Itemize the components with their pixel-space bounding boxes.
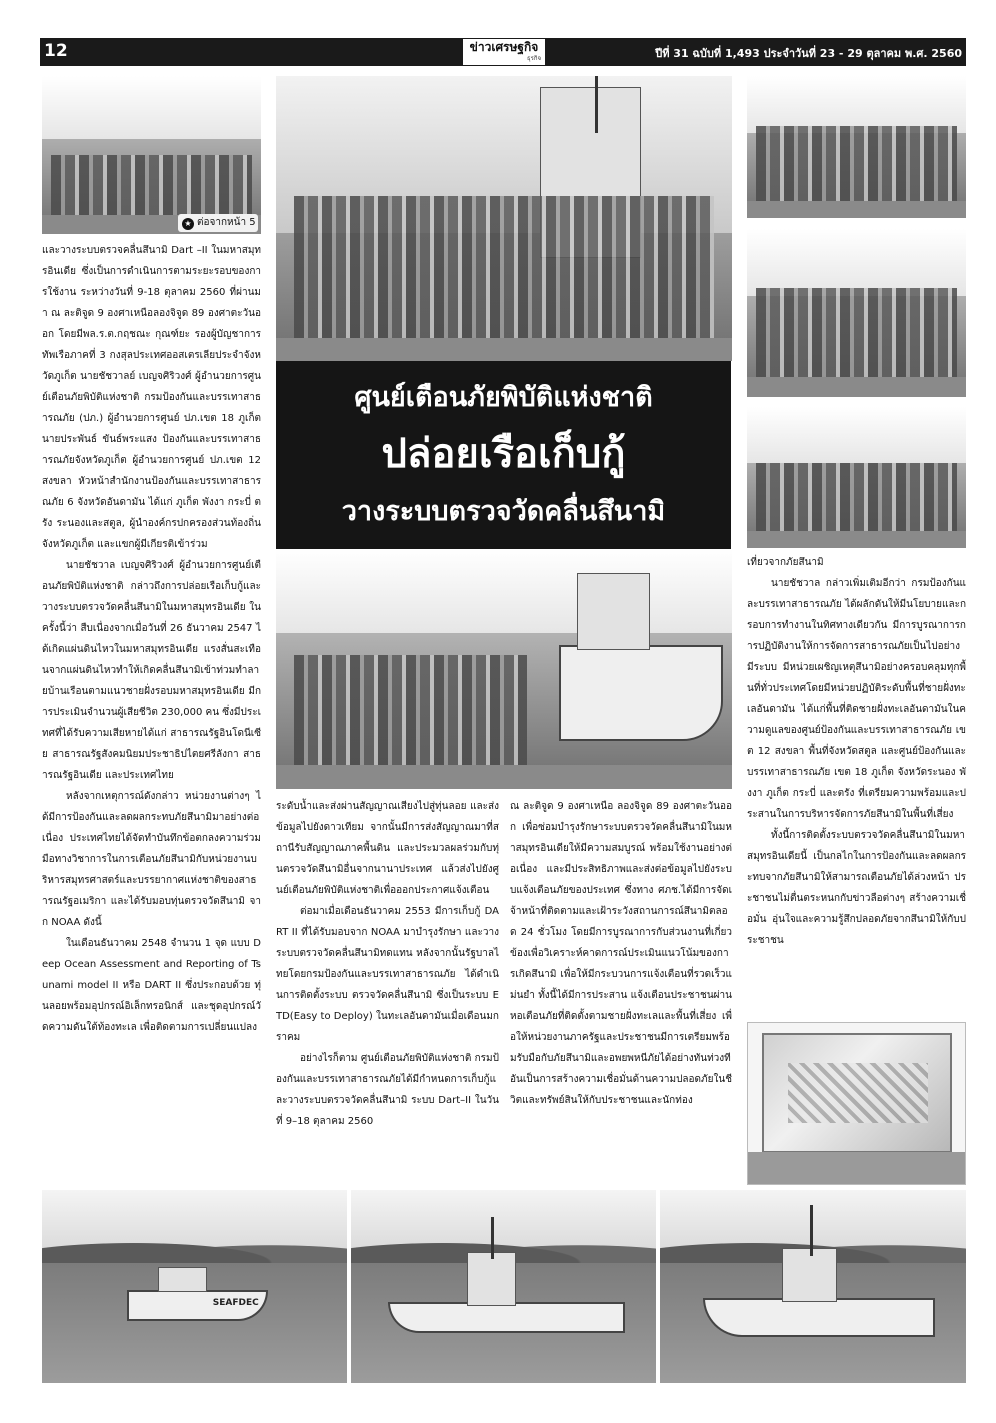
photo-boat-seafdec — [42, 1190, 347, 1383]
continue-label: ต่อจากหน้า 5 — [197, 217, 256, 228]
headline-box — [276, 361, 731, 549]
article-column-1 — [42, 240, 261, 1174]
article-paragraph: หลังจากเหตุการณ์ดังกล่าว หน่วยงานต่างๆ ได้มีการป้องกันและลดผลกระทบภัยสึนามิมาอย่างต่อเนื่อง ประเทศไทยได้จัดทำบันทึกข้อตกลงความร่วมมือทางวิชาการในการเตือนภัยสึนามิกับหน่วยงานบริหารสมุทรศาสตร์และบรรยากาศแห่งชาติของสาธารณรัฐอเมริกา และได้รับมอบทุ่นตรวจวัดสึนามิ จาก NOAA ดังนี้ — [42, 791, 261, 928]
article-column-4 — [747, 552, 966, 1014]
masthead-title: ข่าวเศรษฐกิจ — [469, 40, 539, 54]
headline-line-2: ปล่อยเรือเก็บกู้ — [381, 431, 626, 477]
page-number: 12 — [44, 41, 68, 61]
article-paragraph: ระดับน้ำและส่งผ่านสัญญาณเสียงไปสู่ทุ่นลอย และส่งข้อมูลไปยังดาวเทียม จากนั้นมีการส่งสัญญาณมาที่สถานีรับสัญญาณภาคพื้นดิน และประมวลผลร่วมกับทุ่นตรวจวัดสึนามิอื่นจากนานาประเทศ แล้วส่งไปยังศูนย์เตือนภัยพิบัติแห่งชาติเพื่อออกประกาศแจ้งเตือน — [276, 801, 499, 896]
photo-audience-right — [747, 407, 966, 548]
photo-speaker-podium — [42, 76, 261, 234]
masthead-logo — [462, 38, 546, 66]
article-paragraph: และวางระบบตรวจคลื่นสึนามิ Dart –II ในมหาสมุทรอินเดีย ซึ่งเป็นการดำเนินการตามระยะรอบของการใช้งาน ระหว่างวันที่ 9-18 ตุลาคม 2560 ที่ผ่านมา ณ ละติจูด 9 องศาเหนือลองจิจูด 89 องศาตะวันออก โดยมีพล.ร.ต.กฤชณะ กุณฑ์ยะ รองผู้บัญชาการทัพเรือภาคที่ 3 กงสุลประเทศออสเตรเลียประจำจังหวัดภูเก็ต นายชัชวาลย์ เบญจศิริวงศ์ ผู้อำนวยการศูนย์เตือนภัยพิบัติแห่งชาติ กรมป้องกันและบรรเทาสาธารณภัย (ปภ.) ผู้อำนวยการศูนย์ ปภ.เขต 18 ภูเก็ต นายประพันธ์ ขันธ์พระแสง ป้องกันและบรรเทาสาธารณภัยจังหวัดภูเก็ต ผู้อำนวยการศูนย์ ปภ.เขต 12 สงขลา หัวหน้าสำนักงานป้องกันและบรรเทาสาธารณภัย 6 จังหวัดอันดามัน ได้แก่ ภูเก็ต พังงา กระบี่ ตรัง ระนองและสตูล, ผู้นำองค์กรปกครองส่วนท้องถิ่นจังหวัดภูเก็ต และแขกผู้มีเกียรติเข้าร่วม — [42, 245, 261, 550]
article-column-3 — [510, 796, 732, 1174]
article-paragraph: ทั้งนี้การติดตั้งระบบตรวจวัดคลื่นสึนามิในมหาสมุทรอินเดียนี้ เป็นกลไกในการป้องกันและลดผลกระทบจากภัยสึนามิให้สามารถเตือนภัยได้ล่วงหน้า ประชาชนไม่ตื่นตระหนกกับข่าวลือต่างๆ สร้างความเชื่อมั่น อุ่นใจและความรู้สึกปลอดภัยจากสึนามิให้กับประชาชน — [747, 830, 966, 946]
photo-research-vessel-2 — [660, 1190, 966, 1383]
article-column-2 — [276, 796, 499, 1174]
article-paragraph: นายชัชวาล เบญจศิริวงศ์ ผู้อำนวยการศูนย์เตือนภัยพิบัติแห่งชาติ กล่าวถึงการปล่อยเรือเก็บกู้และวางระบบตรวจวัดคลื่นสึนามิในมหาสมุทรอินเดีย ในครั้งนี้ว่า สืบเนื่องจากเมื่อวันที่ 26 ธันวาคม 2547 ได้เกิดแผ่นดินไหวในมหาสมุทรอินเดีย แรงสั่นสะเทือนจากแผ่นดินไหวทำให้เกิดคลื่นสึนามิเข้าท่วมทำลายบ้านเรือนตามแนวชายฝั่งรอบมหาสมุทรอินเดีย มีการประเมินจำนวนผู้เสียชีวิต 230,000 คน ซึ่งมีประเทศที่ได้รับความเสียหายได้แก่ สาธารณรัฐอินโดนีเซีย สาธารณรัฐสังคมนิยมประชาธิปไตยศรีลังกา สาธารณรัฐอินเดีย และประเทศไทย — [42, 560, 261, 781]
headline-line-1: ศูนย์เตือนภัยพิบัติแห่งชาติ — [354, 382, 653, 413]
photo-group-right-2 — [747, 229, 966, 397]
article-paragraph: ณ ละติจูด 9 องศาเหนือ ลองจิจูด 89 องศาตะวันออก เพื่อซ่อมบำรุงรักษาระบบตรวจวัดคลื่นสึนามิในมหาสมุทรอินเดียให้มีความสมบูรณ์ พร้อมใช้งานอย่างต่อเนื่อง และมีประสิทธิภาพและส่งต่อข้อมูลไปยังระบบแจ้งเตือนภัยของประเทศ ซึ่งทาง ศภช.ได้มีการจัดเจ้าหน้าที่ติดตามและเฝ้าระวังสถานการณ์สึนามิตลอด 24 ชั่วโมง โดยมีการบูรณาการกับส่วนงานที่เกี่ยวข้องเพื่อวิเคราะห์คาดการณ์ประเมินแนวโน้มของการเกิดสึนามิ เพื่อให้มีกระบวนการแจ้งเตือนที่รวดเร็วแม่นยำ ทั้งนี้ได้มีการประสาน แจ้งเตือนประชาชนผ่านหอเตือนภัยที่ติดตั้งตามชายฝั่งทะเลและพื้นที่เสี่ยง เพื่อให้หน่วยงานภาครัฐและประชาชนมีการเตรียมพร้อมรับมือกับภัยสึนามิและอพยพหนีภัยได้อย่างทันท่วงที อันเป็นการสร้างความเชื่อมั่นด้านความปลอดภัยในชีวิตและทรัพย์สินให้กับประชาชนและนักท่อง — [510, 801, 732, 1106]
headline-line-3: วางระบบตรวจวัดคลื่นสึนามิ — [341, 496, 666, 527]
article-paragraph: ต่อมาเมื่อเดือนธันวาคม 2553 มีการเก็บกู้ DART II ที่ได้รับมอบจาก NOAA มาบำรุงรักษา และวางระบบตรวจวัดคลื่นสึนามิทดแทน หลังจากนั้นรัฐบาลไทยโดยกรมป้องกันและบรรเทาสาธารณภัย ได้ดำเนินการติดตั้งระบบ ตรวจวัดคลื่นสึนามิ ซึ่งเป็นระบบ ETD(Easy to Deploy) ในทะเลอันดามันเมื่อเดือนมกราคม — [276, 906, 499, 1043]
article-paragraph: นายชัชวาล กล่าวเพิ่มเติมอีกว่า กรมป้องกันและบรรเทาสาธารณภัย ได้ผลักดันให้มีนโยบายและกรอบการทำงานในทิศทางเดียวกัน มีการบูรณาการการปฏิบัติงานให้การจัดการสาธารณภัยเป็นไปอย่างมีระบบ มีหน่วยเผชิญเหตุสึนามิอย่างครอบคลุมทุกพื้นที่ทั่วประเทศโดยมีหน่วยปฏิบัติระดับพื้นที่ชายฝั่งทะเลอันดามัน ได้แก่พื้นที่ติดชายฝั่งทะเลอันดามันในความดูแลของศูนย์ป้องกันและบรรเทาสาธารณภัย เขต 12 สงขลา พื้นที่จังหวัดสตูล และศูนย์ป้องกันและบรรเทาสาธารณภัย เขต 18 ภูเก็ต จังหวัดระนอง พังงา ภูเก็ต กระบี่ และตรัง ที่เตรียมความพร้อมและประสานในการบริหารจัดการภัยสึนามิในพื้นที่เสี่ยง — [747, 578, 966, 820]
photo-officials-ship — [276, 76, 732, 361]
photo-exhibition-poster — [747, 1022, 966, 1185]
continue-badge[interactable] — [178, 214, 258, 232]
star-icon: ★ — [182, 218, 194, 230]
article-paragraph: เที่ยวจากภัยสึนามิ — [747, 557, 824, 568]
photo-research-vessel-1 — [351, 1190, 656, 1383]
masthead-subtitle: ธุรกิจ — [526, 55, 541, 62]
issue-info: ปีที่ 31 ฉบับที่ 1,493 ประจำวันที่ 23 - 29 ตุลาคม พ.ศ. 2560 — [655, 47, 962, 60]
article-paragraph: ในเดือนธันวาคม 2548 จำนวน 1 จุด แบบ Deep Ocean Assessment and Reporting of Tsunami model II หรือ DART II ซึ่งประกอบด้วย ทุ่นลอยพร้อมอุปกรณ์อิเล็กทรอนิกส์ และชุดอุปกรณ์วัดความดันใต้ท้องทะเล เพื่อติดตามการเปลี่ยนแปลง — [42, 938, 261, 1033]
article-paragraph: อย่างไรก็ตาม ศูนย์เตือนภัยพิบัติแห่งชาติ กรมป้องกันและบรรเทาสาธารณภัยได้มีกำหนดการเก็บกู้และวางระบบตรวจวัดคลื่นสึนามิ ระบบ Dart–II ในวันที่ 9–18 ตุลาคม 2560 — [276, 1053, 499, 1127]
photo-group-right-1 — [747, 76, 966, 218]
photo-pier-ship — [276, 549, 732, 789]
ship-label: SEAFDEC — [212, 1298, 259, 1309]
